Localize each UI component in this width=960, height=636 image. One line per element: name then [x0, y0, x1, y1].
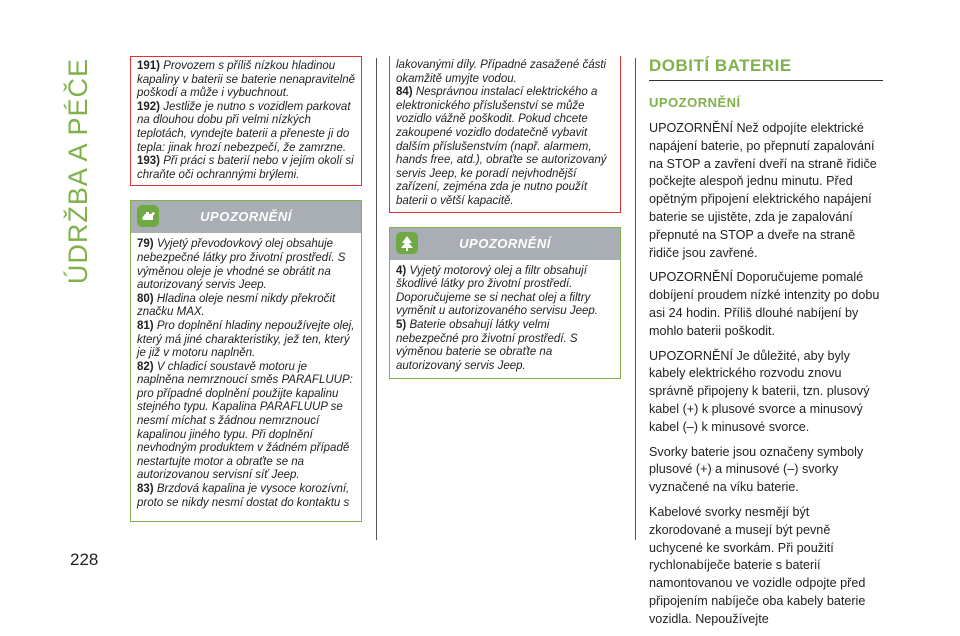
paragraph: UPOZORNĚNÍ Doporučujeme pomalé dobíjení proudem nízké intenzity po dobu asi 24 hodin. Příliš dlouhé nabíjení by mohlo baterii poškodit.	[649, 270, 880, 338]
chapter-title: ÚDRŽBA A PÉČE	[62, 58, 93, 285]
column-divider	[635, 58, 636, 540]
notice-label: UPOZORNĚNÍ	[459, 235, 551, 251]
environment-notice	[389, 227, 621, 380]
body-text	[649, 120, 883, 629]
notice-body	[131, 233, 361, 515]
warning-item: lakovanými díly. Případné zasažené části okamžitě umyjte vodou.	[396, 59, 607, 85]
notice-item: 80) Hladina oleje nesmí nikdy překročit značku MAX.	[137, 292, 336, 319]
paragraph: Kabelové svorky nesmějí být zkorodované a musejí být pevně uchycené ke svorkám. Při použití rychlonabíječe baterie s baterií namontovanou ve vozidle odpojte před připojením nabíječe oba kabely baterie vozidla. Nepoužívejte	[649, 504, 866, 626]
heading-rule	[649, 80, 883, 81]
warning-item: 84) Nesprávnou instalací elektrického a elektronického příslušenství se může vozidlo vážně poškodit. Pokud chcete zakoupené vozidlo dodatečně vybavit dalším příslušenstvím (např. alarmem, hands free, atd.), obraťte se autorizovaný servis Jeep, ke poradí nejvhodnější zařízení, zejména zda je nutno použít baterii o větší kapacitě.	[396, 86, 607, 207]
notice-item: 81) Pro doplnění hladiny nepoužívejte olej, který má jiné charakteristiky, jež ten, který je již v motoru naplněn.	[137, 319, 355, 360]
notice-item: 5) Baterie obsahují látky velmi nebezpečné pro životní prostředí. S výměnou baterie se obraťte na autorizovaný servis Jeep.	[396, 318, 578, 372]
notice-header	[390, 228, 620, 260]
paragraph: UPOZORNĚNÍ Je důležité, aby byly kabely elektrického rozvodu znovu správně připojeny k baterii, tzn. plusový kabel (+) k plusové svorce a minusový kabel (–) k minusové svorce.	[649, 348, 870, 434]
section-heading: DOBITÍ BATERIE	[649, 56, 792, 75]
column-3	[649, 56, 883, 636]
page-number: 228	[70, 550, 99, 569]
notice-header	[131, 201, 361, 233]
notice-label: UPOZORNĚNÍ	[200, 209, 292, 225]
paragraph: Svorky baterie jsou označeny symboly plusové (+) a minusové (–) svorky vyznačené na víku baterie.	[649, 444, 864, 495]
notice-item: 4) Vyjetý motorový olej a filtr obsahují škodlivé látky pro životní prostředí. Doporučujeme se si nechat olej a filtry vyměnit u autorizovaného servisu Jeep.	[396, 264, 598, 318]
warning-box	[389, 56, 621, 213]
notice-item: 82) V chladicí soustavě motoru je naplněna nemrznoucí směs PARAFLUUP: pro případné doplnění použijte kapalinu stejného typu. Kapalina PARAFLUUP se nesmí míchat s žádnou nemrznoucí kapalinou jiného typu. Při doplnění nevhodným produktem v žádném případě nestartujte motor a obraťte se na autorizovanou servisní síť Jeep.	[137, 360, 353, 482]
notice-item: 83) Brzdová kapalina je vysoce korozívní, proto se nikdy nesmí dostat do kontaktu s	[137, 483, 350, 509]
column-divider	[376, 58, 377, 540]
section-subheading: UPOZORNĚNÍ	[649, 95, 741, 110]
column-2	[389, 56, 621, 379]
warning-item: 193) Při práci s baterií nebo v jejím okolí si chraňte oči ochrannými brýlemi.	[137, 155, 354, 181]
environment-notice	[130, 200, 362, 522]
notice-body	[390, 260, 620, 379]
column-1	[130, 56, 362, 522]
notice-item: 79) Vyjetý převodovkový olej obsahuje nebezpečné látky pro životní prostředí. S výměnou oleje je vhodné se obrátit na autorizovaný servis Jeep.	[137, 238, 346, 292]
warning-item: 191) Provozem s příliš nízkou hladinou kapaliny v baterii se baterie nenapravitelně poškodí a může i vybuchnout.	[137, 60, 355, 100]
warning-item: 192) Jestliže je nutno s vozidlem parkovat na dlouhou dobu při velmi nízkých teplotách, vyndejte baterii a přeneste ji do tepla: jinak hrozí nebezpečí, že zamrzne.	[137, 100, 351, 154]
paragraph: UPOZORNĚNÍ Než odpojíte elektrické napájení baterie, po přepnutí zapalování na STOP a zavření dveří na straně řidiče počkejte alespoň jednu minutu. Před opětným připojení elektrického napájení baterie se ujistěte, zda je zapalování přepnuté na STOP a dveře na straně řidiče jsou zavřené.	[649, 121, 877, 260]
warning-box	[130, 56, 362, 186]
